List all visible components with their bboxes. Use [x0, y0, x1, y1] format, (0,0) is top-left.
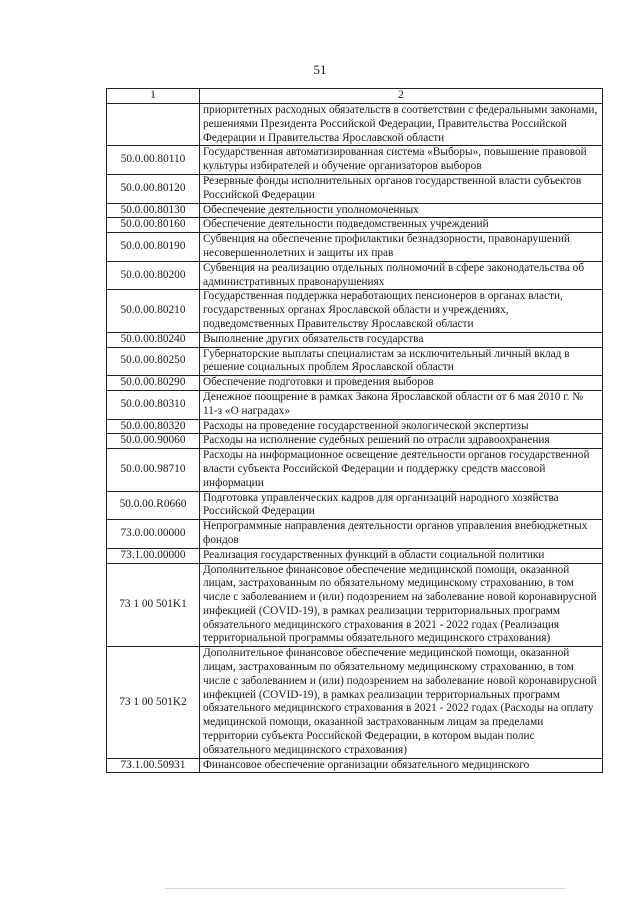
budget-code-cell: 73 1 00 501K2 — [107, 647, 200, 758]
description-cell: Обеспечение подготовки и проведения выборов — [200, 376, 603, 391]
table-row — [107, 347, 603, 376]
budget-code-cell: 50.0.00.80200 — [107, 261, 200, 290]
description-cell: Обеспечение деятельности уполномоченных — [200, 203, 603, 218]
page-number: 51 — [313, 62, 327, 77]
description-cell: Дополнительное финансовое обеспечение медицинской помощи, оказанной лицам, застрахованным по обязательному медицинскому страхованию, в том числе с заболеванием и (или) подозрением на заболевание новой коронавирусной инфекцией (COVID-19), в рамках реализации территориальных программ обязательного медицинского страхования в 2021 - 2022 годах (Реализация территориальной программы обязательного медицинского страхования) — [200, 563, 603, 647]
table-row — [107, 449, 603, 491]
table-row — [107, 390, 603, 419]
description-cell: Обеспечение деятельности подведомственных учреждений — [200, 218, 603, 233]
table-row — [107, 563, 603, 647]
budget-code-cell: 50.0.00.80240 — [107, 332, 200, 347]
description-cell: Реализация государственных функций в области социальной политики — [200, 548, 603, 563]
budget-code-cell: 50.0.00.80190 — [107, 233, 200, 262]
table-row — [107, 758, 603, 773]
table-header-row — [107, 89, 603, 104]
table-row — [107, 233, 603, 262]
budget-code-cell: 50.0.00.80250 — [107, 347, 200, 376]
table-row — [107, 332, 603, 347]
budget-code-cell: 50.0.00.80120 — [107, 174, 200, 203]
table-row — [107, 491, 603, 520]
description-cell: приоритетных расходных обязательств в соответствии с федеральными законами, решениями Президента Российской Федерации, Правительства Российской Федерации и Правительства Ярославской области — [200, 104, 603, 146]
table-row — [107, 104, 603, 146]
description-cell: Финансовое обеспечение организации обязательного медицинского — [200, 758, 603, 773]
budget-code-cell: 50.0.00.80310 — [107, 390, 200, 419]
description-cell: Выполнение других обязательств государства — [200, 332, 603, 347]
description-cell: Губернаторские выплаты специалистам за исключительный личный вклад в решение социальных проблем Ярославской области — [200, 347, 603, 376]
table-row — [107, 376, 603, 391]
table-row — [107, 434, 603, 449]
budget-code-cell: 50.0.00.80290 — [107, 376, 200, 391]
table-row — [107, 261, 603, 290]
budget-code-cell: 73 1 00 501K1 — [107, 563, 200, 647]
budget-code-cell: 50.0.00.98710 — [107, 449, 200, 491]
budget-code-cell: 50.0.00.80130 — [107, 203, 200, 218]
description-cell: Расходы на информационное освещение деятельности органов государственной власти субъекта Российской Федерации и поддержку средств массовой информации — [200, 449, 603, 491]
description-cell: Непрограммные направления деятельности органов управления внебюджетных фондов — [200, 520, 603, 549]
budget-code-cell: 73.0.00.00000 — [107, 520, 200, 549]
budget-code-cell: 50.0.00.80210 — [107, 290, 200, 332]
budget-code-cell: 50.0.00.R0660 — [107, 491, 200, 520]
table-row — [107, 203, 603, 218]
description-cell: Субвенция на реализацию отдельных полномочий в сфере законодательства об административных правонарушениях — [200, 261, 603, 290]
budget-codes-table — [106, 88, 603, 773]
budget-code-cell: 50.0.00.80160 — [107, 218, 200, 233]
budget-code-cell: 73.1.00.00000 — [107, 548, 200, 563]
table-row — [107, 548, 603, 563]
scan-edge-line — [165, 888, 565, 889]
column-header-code: 1 — [107, 89, 200, 104]
budget-code-cell: 50.0.00.80110 — [107, 146, 200, 175]
table-row — [107, 146, 603, 175]
table-row — [107, 419, 603, 434]
budget-code-cell: 50.0.00.90060 — [107, 434, 200, 449]
description-cell: Государственная поддержка неработающих пенсионеров в органах власти, государственных органах Ярославской области и учреждениях, подведомственных Правительству Ярославской области — [200, 290, 603, 332]
budget-code-cell: 73.1.00.50931 — [107, 758, 200, 773]
budget-code-cell: 50.0.00.80320 — [107, 419, 200, 434]
budget-code-cell — [107, 104, 200, 146]
table-row — [107, 218, 603, 233]
description-cell: Субвенция на обеспечение профилактики безнадзорности, правонарушений несовершеннолетних и защиты их прав — [200, 233, 603, 262]
table-row — [107, 290, 603, 332]
table-row — [107, 520, 603, 549]
description-cell: Подготовка управленческих кадров для организаций народного хозяйства Российской Федерации — [200, 491, 603, 520]
description-cell: Резервные фонды исполнительных органов государственной власти субъектов Российской Федерации — [200, 174, 603, 203]
column-header-description: 2 — [200, 89, 603, 104]
description-cell: Расходы на проведение государственной экологической экспертизы — [200, 419, 603, 434]
table-row — [107, 647, 603, 758]
description-cell: Расходы на исполнение судебных решений по отрасли здравоохранения — [200, 434, 603, 449]
description-cell: Государственная автоматизированная система «Выборы», повышение правовой культуры избирателей и обучение организаторов выборов — [200, 146, 603, 175]
table-row — [107, 174, 603, 203]
description-cell: Денежное поощрение в рамках Закона Ярославской области от 6 мая 2010 г. № 11-з «О наградах» — [200, 390, 603, 419]
description-cell: Дополнительное финансовое обеспечение медицинской помощи, оказанной лицам, застрахованным по обязательному медицинскому страхованию, в том числе с заболеванием и (или) подозрением на заболевание новой коронавирусной инфекцией (COVID-19), в рамках реализации территориальных программ обязательного медицинского страхования в 2021 - 2022 годах (Расходы на оплату медицинской помощи, оказанной застрахованным лицам за пределами территории субъекта Российской Федерации, в котором выдан полис обязательного медицинского страхования) — [200, 647, 603, 758]
